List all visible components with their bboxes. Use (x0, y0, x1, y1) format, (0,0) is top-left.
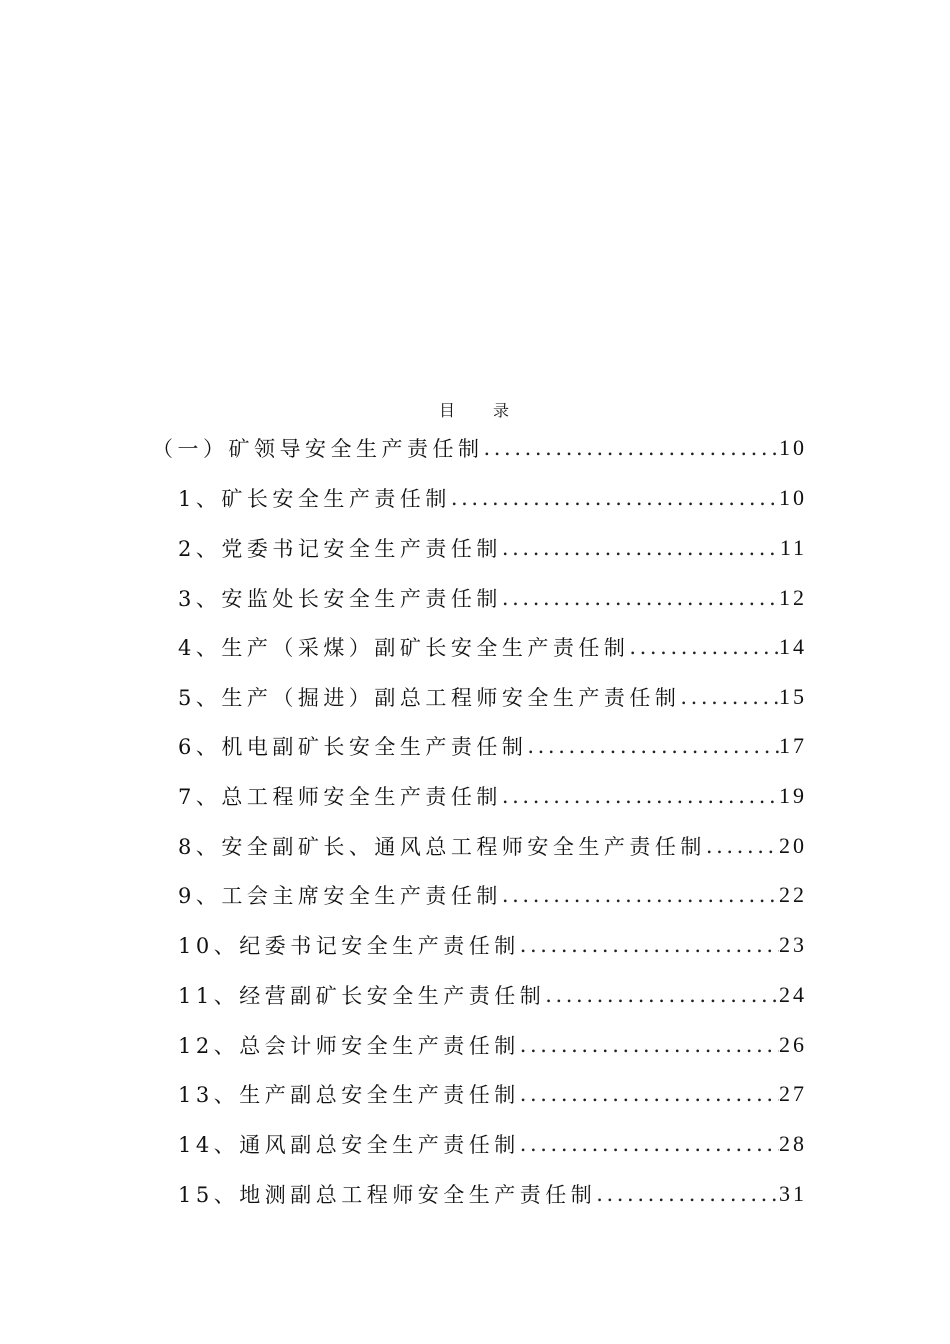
toc-leader-dots (596, 1182, 779, 1206)
toc-entry[interactable] (178, 925, 807, 965)
toc-leader-dots (484, 436, 780, 460)
toc-page-number: 27 (779, 1081, 807, 1106)
toc-page-number: 26 (779, 1032, 807, 1057)
toc-entry[interactable] (178, 1174, 807, 1214)
toc-entry[interactable] (178, 1124, 807, 1164)
toc-leader-dots (502, 883, 779, 907)
toc-page-number: 20 (779, 833, 807, 858)
toc-leader-dots (629, 635, 779, 659)
toc-title (0, 398, 950, 421)
toc-leader-dots (502, 536, 780, 560)
toc-leader-dots (502, 784, 779, 808)
toc-page-number: 12 (779, 585, 807, 610)
toc-page-number: 23 (779, 932, 807, 957)
toc-entry[interactable] (178, 776, 807, 816)
toc-leader-dots (451, 486, 779, 510)
toc-leader-dots (520, 1132, 779, 1156)
toc-leader-dots (520, 933, 779, 957)
toc-page-number: 10 (779, 435, 807, 460)
toc-entry-text: 14、通风副总安全生产责任制 (178, 1133, 520, 1157)
toc-leader-dots (502, 586, 779, 610)
toc-page-number: 28 (779, 1131, 807, 1156)
toc-page-number: 31 (779, 1181, 807, 1206)
toc-leader-dots (520, 1033, 779, 1057)
toc-entry[interactable] (152, 428, 807, 468)
toc-title-char-2: 录 (493, 401, 512, 420)
toc-leader-dots (545, 983, 779, 1007)
toc-leader-dots (520, 1082, 779, 1106)
toc-page-number: 14 (779, 634, 807, 659)
toc-entry-text: 2、党委书记安全生产责任制 (178, 537, 502, 561)
toc-entry-text: 5、生产（掘进）副总工程师安全生产责任制 (178, 686, 681, 710)
toc-page-number: 15 (779, 684, 807, 709)
toc-page-number: 24 (779, 982, 807, 1007)
toc-entry[interactable] (178, 1074, 807, 1114)
toc-leader-dots (527, 734, 779, 758)
toc-page-number: 17 (779, 733, 807, 758)
toc-leader-dots (680, 685, 779, 709)
toc-entry[interactable] (178, 726, 807, 766)
toc-page-number: 22 (779, 882, 807, 907)
toc-entry[interactable] (178, 627, 807, 667)
toc-entry-text: 4、生产（采煤）副矿长安全生产责任制 (178, 636, 630, 660)
toc-entry[interactable] (178, 1025, 807, 1065)
toc-entry[interactable] (178, 875, 807, 915)
toc-title-char-1: 目 (438, 401, 457, 420)
toc-entry-text: 8、安全副矿长、通风总工程师安全生产责任制 (178, 835, 706, 859)
toc-page-number: 19 (779, 783, 807, 808)
toc-entry-text: 6、机电副矿长安全生产责任制 (178, 735, 528, 759)
toc-entry[interactable] (178, 528, 807, 568)
toc-leader-dots (706, 834, 779, 858)
toc-entry-text: 1、矿长安全生产责任制 (178, 487, 451, 511)
toc-entry[interactable] (178, 826, 807, 866)
toc-entry-text: 9、工会主席安全生产责任制 (178, 884, 502, 908)
toc-entry[interactable] (178, 578, 807, 618)
toc-entry[interactable] (178, 677, 807, 717)
toc-entry-text: （一）矿领导安全生产责任制 (152, 437, 484, 461)
toc-entry-text: 12、总会计师安全生产责任制 (178, 1034, 520, 1058)
toc-entry-text: 7、总工程师安全生产责任制 (178, 785, 502, 809)
toc-entry[interactable] (178, 478, 807, 518)
toc-entry-text: 10、纪委书记安全生产责任制 (178, 934, 520, 958)
toc-entry-text: 11、经营副矿长安全生产责任制 (178, 984, 546, 1008)
toc-page-number: 10 (779, 485, 807, 510)
toc-page-number: 11 (779, 535, 807, 560)
toc-entry[interactable] (178, 975, 807, 1015)
toc-entry-text: 13、生产副总安全生产责任制 (178, 1083, 520, 1107)
toc-entry-text: 3、安监处长安全生产责任制 (178, 587, 502, 611)
toc-entry-text: 15、地测副总工程师安全生产责任制 (178, 1183, 597, 1207)
